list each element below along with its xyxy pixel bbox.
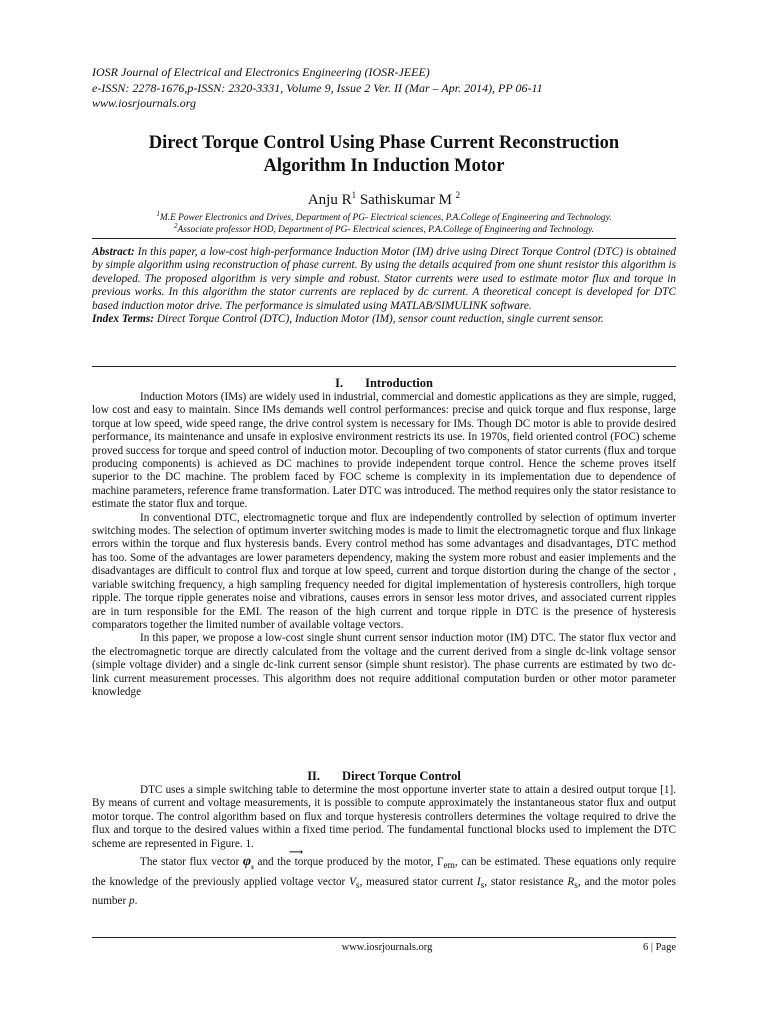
index-terms: Index Terms: Direct Torque Control (DTC), Induction Motor (IM), sensor count reduction, single current sensor.	[92, 313, 604, 326]
title-line-1: Direct Torque Control Using Phase Current Reconstruction	[148, 133, 620, 153]
author-2-sup: 2	[455, 190, 461, 200]
section-heading-introduction: I. Introduction	[335, 376, 433, 390]
paragraph: DTC uses a simple switching table to determine the most opportune inverter state to attain a desired output torque [1]. By means of current and voltage measurements, it is possible to compute approximately the instantaneous stator flux and output motor torque. The control algorithm based on flux and torque hysteresis controllers determines the voltage required to drive the flux and torque to the desired values within a fixed time period. The fundamental functional blocks used to implement the DTC scheme are represented in Figure. 1.	[92, 784, 676, 850]
author-2: Sathiskumar M	[359, 192, 452, 208]
journal-issn: e-ISSN: 2278-1676,p-ISSN: 2320-3331, Volume 9, Issue 2 Ver. II (Mar – Apr. 2014), PP 06-11	[92, 80, 543, 95]
index-terms-label: Index Terms:	[92, 313, 155, 326]
author-1: Anju R	[307, 192, 352, 208]
title-line-2: Algorithm In Induction Motor	[263, 156, 505, 176]
affiliation-2: $^2$Associate professor HOD, Department of PG- Electrical sciences, P.A.College of Engineering and Technology.	[173, 222, 594, 236]
paragraph: In conventional DTC, electromagnetic torque and flux are independently controlled by selection of optimum inverter switching modes. The selection of optimum inverter switching modes is made to limit the electromagnetic torque and flux linkage errors within the torque and flux hysteresis bands. Every control method has some advantages and disadvantages, DTC method has too. Some of the advantages are lower parameters dependency, making the system more robust and easier implements and the disadvantages are difficult to control flux and torque at low speed, current and torque distortion during the change of the sector , variable switching frequency, a high sampling frequency needed for digital implementation of hysteresis controllers, high torque ripple. The torque ripple generates noise and vibrations, causes errors in sensor less motor drives, and associated current ripples are in turn responsible for the EMI. The reason of the high current and torque ripple in DTC is the presence of hysteresis comparators together the limited number of available voltage vectors.	[92, 511, 676, 631]
vector-arrow-icon: ⟶	[288, 847, 304, 859]
paper-title	[60, 132, 708, 178]
author-1-sup: 1	[351, 190, 357, 200]
journal-name: IOSR Journal of Electrical and Electronics Engineering (IOSR-JEEE)	[92, 65, 430, 79]
abstract-text: Abstract: In this paper, a low-cost high-performance Induction Motor (IM) drive using Direct Torque Control (DTC) is obtained by simple algorithm using reconstruction of phase current. By using the details acquired from one shunt resistor this algorithm is developed. The proposed algorithm is very simple and robust. Stator currents were used to estimate motor flux and torque in previous works. In this algorithm the stator currents are replaced by dc current. A theoretical concept is developed for DTC based induction motor drive. The performance is simulated using MATLAB/SIMULINK software.	[92, 246, 677, 312]
page-number: 6 | Page	[642, 942, 676, 953]
section-heading-dtc: II. Direct Torque Control	[307, 769, 461, 783]
affiliation-1: $^1$M.E Power Electronics and Drives, Department of PG- Electrical sciences, P.A.College of Engineering and Technology.	[156, 210, 612, 224]
paragraph: The stator flux vector ⟶ $\varphi_s$ and the torque produced by the motor, $\Gamma_{em}$, can be estimated. These equations only require the knowledge of the previously applied voltage vector $V_s$, measured stator current $I_s$, stator resistance $R_s$, and the motor poles number p.	[92, 847, 677, 908]
paragraph: In this paper, we propose a low-cost single shunt current sensor induction motor (IM) DTC. The stator flux vector and the electromagnetic torque are directly calculated from the voltage and the current derived from a single dc-link voltage sensor (simple voltage divider) and a single dc-link current sensor (simple shunt resistor). The phase currents are estimated by two dc-link current measurement processes. This algorithm does not require additional computation burden or other motor parameter knowledge	[92, 632, 676, 698]
abstract-label: Abstract:	[92, 246, 135, 258]
flux-vector-symbol: ⟶ $\varphi_s$	[242, 847, 304, 871]
dtc-body	[92, 784, 676, 909]
journal-header	[92, 65, 692, 112]
paragraph: Induction Motors (IMs) are widely used in industrial, commercial and domestic applications as they are simple, rugged, low cost and easy to maintain. Since IMs demands well control performances: precise and quick torque and flux response, large torque at low speed, wide speed range, the drive control system is necessary for IMs. Though DC motor is able to provide desired performance, its maintenance and unsafe in explosive environment restricts its use. In 1970s, field oriented control (FOC) scheme proved success for torque and speed control of induction motor. Decoupling of two components of stator currents (flux and torque producing components) is achieved as DC machines to provide independent torque control. Hence the scheme proves itself superior to the DC machine. The problem faced by FOC scheme is complexity in its implementation due to dependence of machine parameters, reference frame transformation. Later DTC was introduced. The method requires only the stator resistance to estimate the stator flux and torque.	[92, 391, 676, 511]
abstract-top-rule	[92, 238, 676, 239]
footer-url: www.iosrjournals.org	[341, 942, 433, 953]
abstract-block	[92, 246, 676, 326]
author-list	[60, 190, 708, 209]
footer-rule	[92, 937, 676, 938]
introduction-body	[92, 391, 676, 699]
journal-website[interactable]: www.iosrjournals.org	[92, 96, 197, 110]
abstract-bottom-rule	[92, 366, 676, 367]
